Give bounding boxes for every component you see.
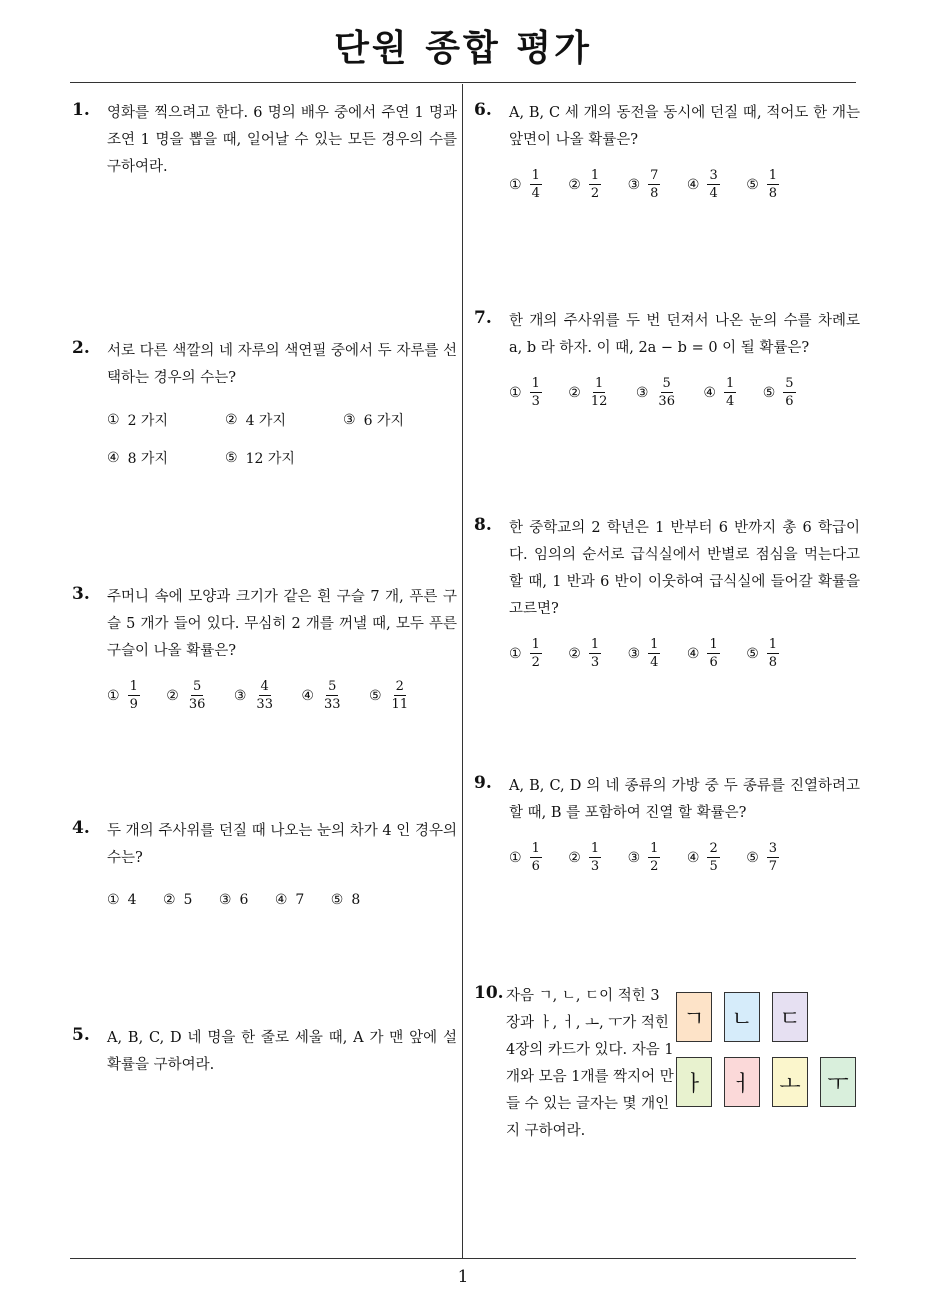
choice-4[interactable]: ④ $\frac{1}{4}$ bbox=[703, 376, 735, 409]
choice-5[interactable]: ⑤ $\frac{5}{6}$ bbox=[762, 376, 794, 409]
choice-1[interactable]: ① $\frac{1}{4}$ bbox=[509, 168, 540, 201]
choice-3[interactable]: ③ $\frac{4}{33}$ bbox=[233, 679, 273, 712]
question-number: 5. bbox=[72, 1025, 90, 1045]
question-number: 7. bbox=[474, 308, 492, 328]
question-8 bbox=[474, 515, 860, 670]
question-10 bbox=[474, 983, 674, 1145]
question-text: 두 개의 주사위를 던질 때 나오는 눈의 차가 4 인 경우의 수는? bbox=[107, 823, 457, 866]
top-rule bbox=[70, 82, 856, 83]
choice-5[interactable]: ⑤ $\frac{2}{11}$ bbox=[368, 679, 409, 712]
question-number: 10. bbox=[474, 983, 504, 1003]
choice-4[interactable]: ④ $\frac{2}{5}$ bbox=[686, 841, 718, 874]
question-number: 2. bbox=[72, 338, 90, 358]
answer-choices bbox=[107, 679, 457, 712]
question-number: 6. bbox=[474, 100, 492, 120]
bottom-rule bbox=[70, 1258, 856, 1259]
choice-4[interactable]: ④ 7 bbox=[274, 892, 305, 908]
choice-1[interactable]: ① $\frac{1}{9}$ bbox=[107, 679, 138, 712]
question-text: A, B, C 세 개의 동전을 동시에 던질 때, 적어도 한 개는 앞면이 나올 확률은? bbox=[509, 105, 860, 148]
choice-1[interactable]: ① 4 bbox=[107, 892, 137, 908]
answer-choices bbox=[107, 410, 457, 468]
choice-3[interactable]: ③ $\frac{5}{36}$ bbox=[635, 376, 675, 409]
question-text: 주머니 속에 모양과 크기가 같은 흰 구슬 7 개, 푸른 구슬 5 개가 들어 있다. 무심히 2 개를 꺼낼 때, 모두 푸른 구슬이 나올 확률은? bbox=[107, 589, 457, 659]
choice-5[interactable]: ⑤ 12 가지 bbox=[225, 450, 295, 467]
vowel-card: ㅗ bbox=[772, 1057, 808, 1107]
question-text: 서로 다른 색깔의 네 자루의 색연필 중에서 두 자루를 선택하는 경우의 수는? bbox=[107, 343, 457, 386]
choice-1[interactable]: ① 2 가지 bbox=[107, 412, 168, 429]
answer-choices bbox=[509, 637, 860, 670]
choice-1[interactable]: ① $\frac{1}{6}$ bbox=[509, 841, 540, 874]
question-number: 4. bbox=[72, 818, 90, 838]
choice-5[interactable]: ⑤ $\frac{1}{8}$ bbox=[746, 168, 778, 201]
answer-choices bbox=[509, 168, 860, 201]
question-text: 자음 ㄱ, ㄴ, ㄷ이 적힌 3 장과 ㅏ, ㅓ, ㅗ, ㅜ가 적힌 4장의 카드가 있다. 자음 1 개와 모음 1개를 짝지어 만들 수 있는 글자는 몇 개인지 구하여라. bbox=[506, 988, 674, 1139]
choice-3[interactable]: ③ $\frac{7}{8}$ bbox=[627, 168, 659, 201]
question-2 bbox=[72, 338, 457, 468]
question-5 bbox=[72, 1025, 457, 1079]
letter-cards bbox=[676, 992, 866, 1117]
consonant-card: ㄷ bbox=[772, 992, 808, 1042]
question-text: 영화를 찍으려고 한다. 6 명의 배우 중에서 주연 1 명과 조연 1 명을 뽑을 때, 일어날 수 있는 모든 경우의 수를 구하여라. bbox=[107, 105, 457, 175]
choice-4[interactable]: ④ $\frac{5}{33}$ bbox=[301, 679, 341, 712]
consonant-card: ㄱ bbox=[676, 992, 712, 1042]
choice-2[interactable]: ② $\frac{1}{3}$ bbox=[568, 841, 600, 874]
choice-3[interactable]: ③ 6 bbox=[218, 892, 249, 908]
question-text: A, B, C, D 의 네 종류의 가방 중 두 종류를 진열하려고 할 때, B 를 포함하여 진열 할 확률은? bbox=[509, 778, 860, 821]
question-1 bbox=[72, 100, 457, 181]
choice-2[interactable]: ② $\frac{1}{3}$ bbox=[568, 637, 600, 670]
question-3 bbox=[72, 584, 457, 712]
choice-5[interactable]: ⑤ $\frac{3}{7}$ bbox=[746, 841, 778, 874]
page-title: 단원 종합 평가 bbox=[334, 28, 592, 69]
choice-3[interactable]: ③ $\frac{1}{2}$ bbox=[627, 841, 659, 874]
vowel-card: ㅜ bbox=[820, 1057, 856, 1107]
choice-2[interactable]: ② 5 bbox=[162, 892, 193, 908]
question-number: 1. bbox=[72, 100, 90, 120]
choice-5[interactable]: ⑤ 8 bbox=[330, 892, 361, 908]
question-9 bbox=[474, 773, 860, 874]
vowel-card: ㅓ bbox=[724, 1057, 760, 1107]
page-number: 1 bbox=[457, 1267, 469, 1287]
question-text: 한 중학교의 2 학년은 1 반부터 6 반까지 총 6 학급이다. 임의의 순서로 급식실에서 반별로 점심을 먹는다고 할 때, 1 반과 6 반이 이웃하여 급식실에 들어갈 확률을 고르면? bbox=[509, 520, 860, 617]
answer-choices bbox=[107, 892, 457, 908]
column-divider bbox=[462, 84, 463, 1258]
choice-2[interactable]: ② $\frac{1}{2}$ bbox=[568, 168, 600, 201]
question-number: 9. bbox=[474, 773, 492, 793]
choice-1[interactable]: ① $\frac{1}{3}$ bbox=[509, 376, 540, 409]
choice-2[interactable]: ② $\frac{5}{36}$ bbox=[166, 679, 206, 712]
choice-2[interactable]: ② 4 가지 bbox=[225, 412, 286, 429]
answer-choices bbox=[509, 841, 860, 874]
question-number: 3. bbox=[72, 584, 90, 604]
choice-3[interactable]: ③ $\frac{1}{4}$ bbox=[627, 637, 659, 670]
vowel-card: ㅏ bbox=[676, 1057, 712, 1107]
choice-4[interactable]: ④ $\frac{1}{6}$ bbox=[686, 637, 718, 670]
answer-choices bbox=[509, 376, 860, 409]
question-text: 한 개의 주사위를 두 번 던져서 나온 눈의 수를 차례로 a, b 라 하자. 이 때, 2a − b = 0 이 될 확률은? bbox=[509, 313, 860, 356]
choice-2[interactable]: ② $\frac{1}{12}$ bbox=[568, 376, 608, 409]
choice-1[interactable]: ① $\frac{1}{2}$ bbox=[509, 637, 540, 670]
choice-5[interactable]: ⑤ $\frac{1}{8}$ bbox=[746, 637, 778, 670]
question-4 bbox=[72, 818, 457, 908]
choice-4[interactable]: ④ 8 가지 bbox=[107, 450, 168, 467]
question-text: A, B, C, D 네 명을 한 줄로 세울 때, A 가 맨 앞에 설 확률을 구하여라. bbox=[107, 1030, 457, 1073]
consonant-card: ㄴ bbox=[724, 992, 760, 1042]
choice-4[interactable]: ④ $\frac{3}{4}$ bbox=[686, 168, 718, 201]
question-6 bbox=[474, 100, 860, 201]
question-number: 8. bbox=[474, 515, 492, 535]
choice-3[interactable]: ③ 6 가지 bbox=[343, 412, 404, 429]
question-7 bbox=[474, 308, 860, 409]
